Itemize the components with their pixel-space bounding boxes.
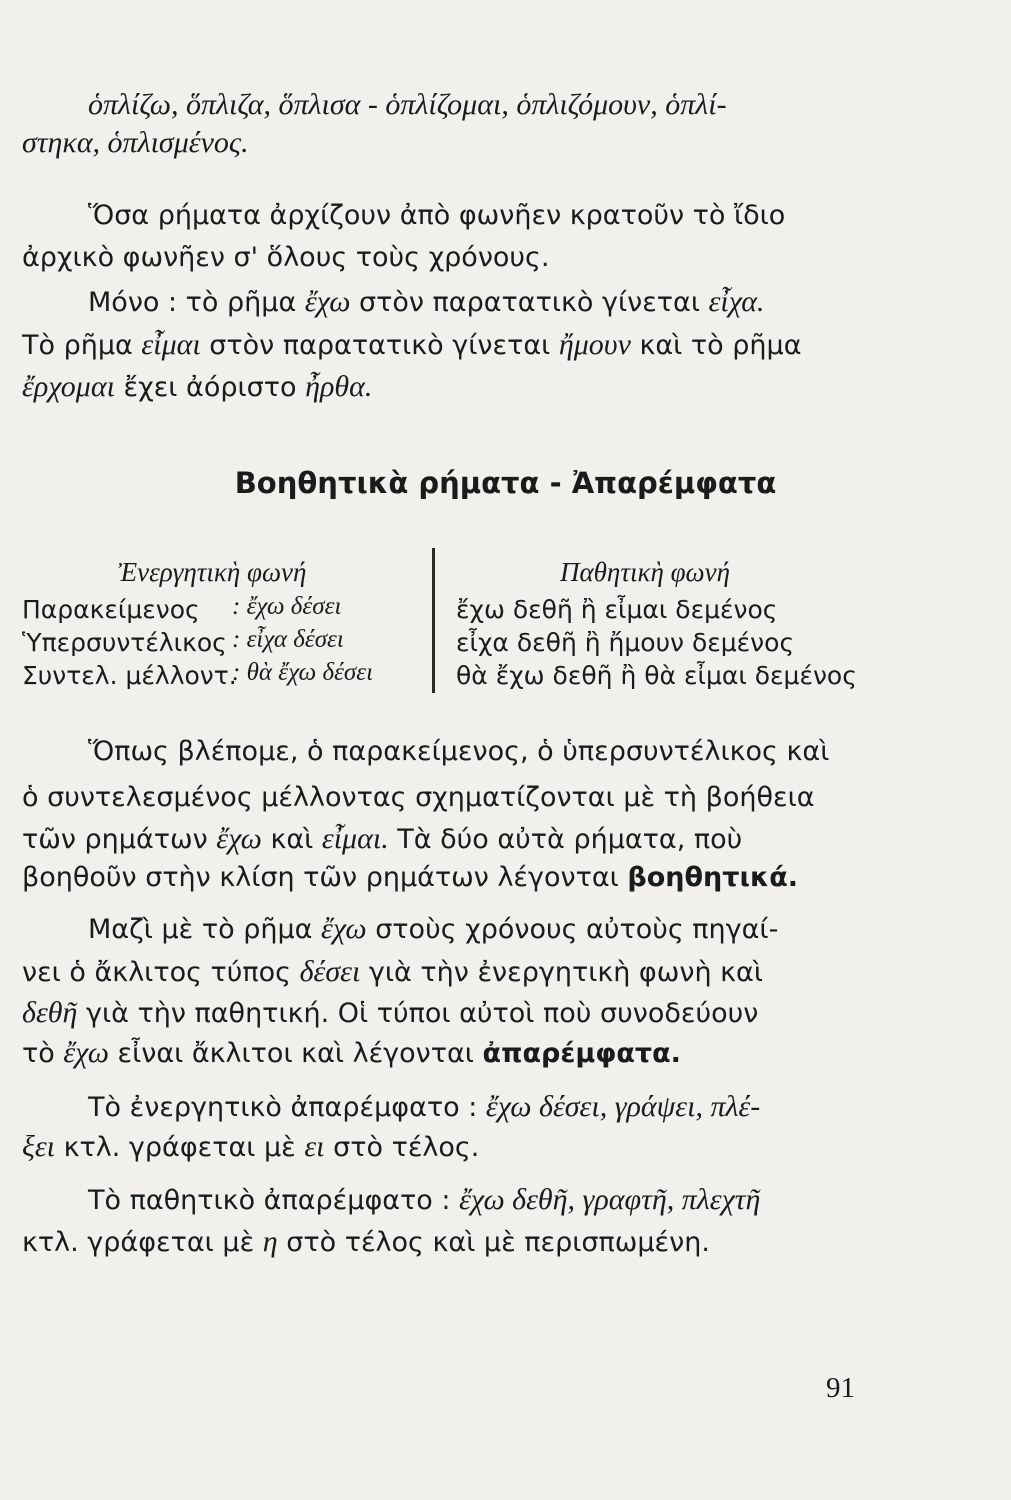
text-line: ὁπλίζω, ὅπλιζα, ὅπλισα - ὁπλίζομαι, ὁπλιζόμουν, ὁπλί- [88,88,727,121]
text-span: στὸν παρατατικὸ γίνεται [200,330,559,361]
italic-word: ἔχω [63,1036,109,1069]
italic-word: η [262,1225,278,1258]
text-line: στηκα, ὁπλισμένος. [22,126,249,159]
text-span: Μόνο : τὸ ρῆμα [88,287,305,318]
text-span: Τὸ ρῆμα [22,330,142,361]
bold-term: βοηθητικά. [627,862,798,893]
bold-term: ἀπαρέμφατα. [482,1038,681,1069]
text-span: καὶ [261,824,322,855]
text-line: ἀρχικὸ φωνῆεν σ' ὅλους τοὺς χρόνους. [22,242,550,273]
italic-word: ει [304,1130,325,1163]
text-span: γιὰ τὴν παθητική. Οἱ τύποι αὐτοὶ ποὺ συνοδεύουν [77,998,759,1029]
italic-word: ἔχω [216,822,262,855]
text-line: Ὅσα ρήματα ἀρχίζουν ἀπὸ φωνῆεν κρατοῦν τὸ ἴδιο [88,200,786,231]
text-line [22,370,372,404]
text-span: εἶναι ἄκλιτοι καὶ λέγονται [108,1038,483,1069]
text-line [22,1225,710,1259]
text-line [22,955,763,989]
text-line [88,285,765,319]
italic-word: ἦρθα. [305,370,373,403]
text-span: στὸ τέλος καὶ μὲ περισπωμένη. [277,1227,710,1258]
passive-form: ἔχω δεθῆ ἢ εἶμαι δεμένος [456,595,778,624]
text-span: στὸ τέλος. [324,1132,480,1163]
text-span: βοηθοῦν στὴν κλίση τῶν ρημάτων λέγονται [22,862,628,893]
text-line: Ὅπως βλέπομε, ὁ παρακείμενος, ὁ ὑπερσυντέλικος καὶ [88,736,830,767]
text-span: τῶν ρημάτων [22,824,217,855]
text-line [88,1090,760,1124]
passive-voice-header: Παθητικὴ φωνή [560,557,730,587]
text-span: Τὰ δύο αὐτὰ ρήματα, ποὺ [388,824,743,855]
active-form: : εἶχα δέσει [232,626,344,653]
section-heading: Βοηθητικὰ ρήματα - Ἀπαρέμφατα [234,466,777,500]
text-line [22,822,742,856]
text-span: Μαζὶ μὲ τὸ ρῆμα [88,914,322,945]
passive-form: θὰ ἔχω δεθῆ ἢ θὰ εἶμαι δεμένος [456,661,857,690]
text-span: στοὺς χρόνους αὐτοὺς πηγαί- [366,914,779,945]
italic-word: ἔχω [304,285,351,318]
active-form: : θὰ ἔχω δέσει [232,659,374,686]
text-span: Τὸ ἐνεργητικὸ ἀπαρέμφατο : [88,1092,486,1123]
text-line [22,328,802,362]
italic-word: δεθῆ [22,996,78,1029]
text-line [88,1183,760,1217]
passive-form: εἶχα δεθῆ ἢ ἤμουν δεμένος [456,628,795,657]
active-voice-header: Ἐνεργητικὴ φωνή [118,557,307,587]
column-divider [432,548,435,693]
text-span: στὸν παρατατικὸ γίνεται [350,287,709,318]
text-span: γιὰ τὴν ἐνεργητικὴ φωνὴ καὶ [360,957,763,988]
text-line [22,996,758,1030]
text-line [22,1130,479,1164]
text-line: ὁ συντελεσμένος μέλλοντας σχηματίζονται μὲ τὴ βοήθεια [22,782,815,813]
tense-label: Ὑπερσυντέλικος [22,628,227,657]
italic-word: ἔχω [321,912,367,945]
tense-label: Συντελ. μέλλοντ. [22,661,237,690]
text-span: Τὸ παθητικὸ ἀπαρέμφατο : [88,1185,460,1216]
text-span: ἔχει ἀόριστο [114,372,306,403]
italic-word: ἔχω δεθῆ, γραφτῆ, πλεχτῆ [459,1183,761,1216]
italic-word: δέσει [299,955,361,988]
text-span: καὶ τὸ ρῆμα [630,330,802,361]
italic-word: εἶμαι [141,328,201,361]
text-line [22,862,798,893]
italic-word: ἤμουν [558,328,631,361]
text-span: κτλ. γράφεται μὲ [22,1227,263,1258]
text-span: νει ὁ ἄκλιτος τύπος [22,957,300,988]
italic-word: εἶμαι. [321,822,389,855]
italic-word: ξει [22,1130,56,1163]
italic-word: ἔχω δέσει, γράψει, πλέ- [485,1090,761,1123]
text-line [22,1036,681,1070]
italic-word: εἶχα. [708,285,765,318]
page-number: 91 [826,1372,855,1404]
text-line [88,912,778,946]
tense-label: Παρακείμενος [22,595,200,624]
active-form: : ἔχω δέσει [232,593,342,620]
text-span: κτλ. γράφεται μὲ [55,1132,305,1163]
text-span: τὸ [22,1038,64,1069]
italic-word: ἔρχομαι [22,370,115,403]
